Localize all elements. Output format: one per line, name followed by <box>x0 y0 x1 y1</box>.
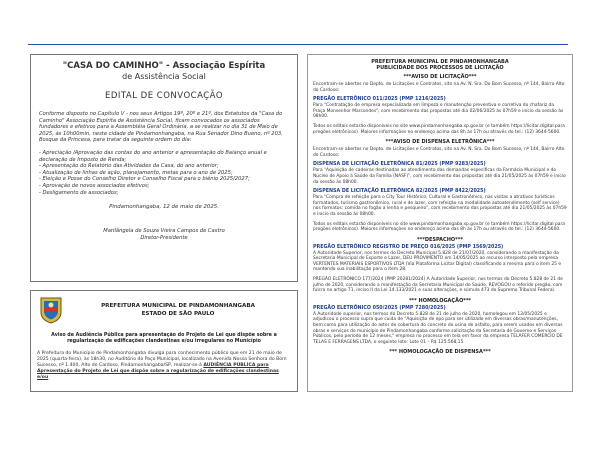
notice-org-line1: "CASA DO CAMINHO" - Associação Espírita <box>62 61 266 71</box>
section-despacho: ***DESPACHO*** <box>416 236 464 243</box>
agenda-item: - Atualização de linhas de ação, planejamento, metas para o ano de 2025; <box>39 169 233 176</box>
notice-body: Conforme disposto no Capítulo V - nos seus Artigos 19º, 20º e 21º, dos Estatutos da "Casa do Caminho" Associação Espírita de Assistência Social, ficam convocados os associados fundadores e efetivos para a Assembléia Geral Ordinária, a se realizar no dia 31 de Maio de 2025, às 10h00min, neste cidade de Pindamonhangaba, na Rua Senador Dino Bueno, nº 203, Bosque da Princesa, para tratar da seguinte ordem do dia: <box>39 111 283 144</box>
section-aviso-licitacao: ***AVISO DE LICITAÇÃO*** <box>403 74 477 80</box>
notice-org-line2: de Assistência Social <box>122 72 206 81</box>
pub-text: Todos os editais estarão disponíveis no site www.pindamonhangaba.sp.gov.br (e também https://licitar.digital para pregões eletrônicos). Maiores informações no endereço acima das 8h às 17h ou através do tel.: (12) 3644-5600. <box>313 221 565 233</box>
pub-heading: PREGÃO ELETRÔNICO REGISTRO DE PREÇO 016/2025 (PMP 1569/2025) <box>313 244 504 250</box>
left-column <box>30 54 298 392</box>
municipal-seal-icon <box>37 295 65 325</box>
pub-text: A Autoridade Superior, nos termos do Decreto Municipal 5.828 de 21/07/2020, considerando a manifestação da Secretaria Municipal de Esporte e Lazer, DEU PROVIMENTO em 14/05/2025 ao recurso interposto pela empresa VERTENTES MATERIAIS ESPORTIVOS LTDA (Via Plataforma Licitar Digital) classificando a mesma para o item 25 e mantendo sua inabilitação para o item 28. <box>313 250 562 273</box>
agenda-item: - Desligamento de associados; <box>39 189 119 196</box>
notice-signer-role: Diretor-Presidente <box>140 234 188 241</box>
pub-subtitle: PUBLICIDADE DOS PROCESSOS DE LICITAÇÃO <box>376 65 504 71</box>
pref-body-text: A Prefeitura do Município de Pindamonhangaba divulga para conhecimento público que em 21 de maio de 2025 (quarta-feira), às 18h30, no Auditório do Paço Municipal, localizado na Avenida Nossa Senhora do Bom Sucesso, nº 1.400, Alto do Cardoso, Pindamonhangaba/SP, realizar-se-á <box>37 351 287 369</box>
section-homologacao: *** HOMOLOGAÇÃO*** <box>408 297 472 304</box>
pub-text: Encontram-se abertos no Depto. de Licitações e Contratos, sito na Av. N. Sra. Do Bom Sucesso, nº 144, Bairro Alto do Cardoso: <box>313 147 565 158</box>
prefeitura-audiencia-notice <box>30 290 298 392</box>
pub-text: PREGÃO ELETRÔNICO 177/2024 (PMP 20281/2024) A Autoridade Superior, nos termos do Decreto 5.828 de 21 de julho de 2020, considerando a manifestação da Secretaria Municipal de Saúde, REVOGOU o referido pregão, com fulcro no artigo 71, inciso II da Lei 14.133/2021 e suas alterações, e súmula 473 do Supremo Tribunal Federal. <box>313 277 563 294</box>
notice-signer: Marilângela de Souza Vieira Campos de Castro <box>103 228 225 235</box>
agenda-item: - Eleição e Posse do Conselho Diretor e Conselho Fiscal para o biênio 2025/2027; <box>39 176 250 183</box>
pub-text: Para "Aquisição de cadeiras destinadas ao atendimento das demandas especificas da Farmácia Municipal e do Núcleo de Apoio à Saúde da Família (NASF)", com recebimento das propostas até dia 21/05/2025 às 07h59 e início da sessão às 08h00. <box>313 168 566 185</box>
pref-header <box>31 291 297 329</box>
pub-text: Para "Contratação de empresa especializada em limpeza e manutenção preventiva e corretiva do chafariz da Praça Monsenhor Marcondes", com recebimento das propostas até dia 02/06/2025 às 07h59 e início da sessão às 08h00. <box>313 103 564 120</box>
agenda-item: - Apresentação do Relatório das Atividades da Casa, do ano anterior; <box>39 163 219 170</box>
section-homologacao-dispensa: *** HOMOLOGAÇÃO DE DISPENSA*** <box>389 349 491 356</box>
pub-text: A Autoridade superior, nos termos do Decreto 5.828 de 21 de julho de 2020, homologou em 13/05/2025 e adjudicou o processo supra que cuida de "Aquisição de epo para ser utilizado em diversas obras/manutenções, bem como para utilização do aster de cobertura do concreto da usina de asfalto, para serem usados em diversas obras e serviços do município de Pindamonhangaba conforme solicitação da Secretaria de Governo e Serviços Públicos, pelo período de 12 meses," empresa no processo em tela em favor da empresa TELAFER COMERCIO DE TELAS E FERRAGENS LTDA, o seguinte lote: Lote 01 – R$ 125.568,15. <box>313 311 563 345</box>
pref-body-bold: AUDIÊNCIA PÚBLICA para Apresentação do Projeto de Lei que dispõe sobre a regularização de edificações clandestinas e/ou <box>37 363 279 381</box>
notice-title: EDITAL DE CONVOCAÇÃO <box>104 91 224 101</box>
pref-subtitle: Aviso de Audiência Pública para apresentação do Projeto de Lei que dispõe sobre a regularização de edificações clandestinas e/ou irregulares no Município <box>51 333 277 345</box>
pub-heading: DISPENSA DE LICITAÇÃO ELETRÔNICA 82/2025 (PMP 8422/2025) <box>313 189 486 195</box>
pref-title: PREFEITURA MUNICIPAL DE PINDAMONHANGABA <box>101 303 255 309</box>
pub-heading: PREGÃO ELETRÔNICO 011/2025 (PMP 1216/2025) <box>313 97 446 103</box>
section-dispensa: ***AVISO DE DISPENSA ELETRÔNICA*** <box>385 139 495 146</box>
notice-date: Pindamonhangaba, 12 de maio de 2025. <box>109 204 219 211</box>
convocation-notice <box>30 54 298 282</box>
notice-agenda <box>39 150 289 196</box>
pub-title: PREFEITURA MUNICIPAL DE PINDAMONHANGABA <box>371 59 509 65</box>
pub-text: Para "Compra de refeição para o City Tour Histórico, Cultural e Gastronômico, nas visitas a atrativos turísticos formatados, turismo gastronômico, rural e de lazer, com refeição na modalidade autoatendimento (self service) nos formatos: comida no fogão a lenha e pesqueiro", com recebimento das propostas até dia 21/05/2025 às 07h59 e início da sessão às 08h00. <box>313 195 567 217</box>
agenda-item: - Aprovação de novos associados efetivos; <box>39 182 150 189</box>
pub-text: Encontram-se abertos no Depto. de Licitações e Contratos, sito na Av. N. Sra. Do Bom Sucesso, nº 144, Bairro Alto do Cardoso: <box>313 82 565 93</box>
pub-text: Todos os editais estarão disponíveis no site www.pindamonhangaba.sp.gov.br (e também https://licitar.digital para pregões eletrônicos). Maiores informações no endereço acima das 8h às 17h ou através do tel.: (12) 3644-5600. <box>313 123 565 135</box>
pref-state: ESTADO DE SÃO PAULO <box>141 311 215 317</box>
top-rule <box>28 44 568 45</box>
pub-heading: DISPENSA DE LICITAÇÃO ELETRÔNICA 81/2025 (PMP 9283/2025) <box>313 162 486 168</box>
pub-heading: PREGÃO ELETRÔNICO 050/2025 (PMP 7280/2025) <box>313 305 446 311</box>
pref-body <box>31 351 297 381</box>
licitacao-publication <box>307 54 573 392</box>
agenda-item: - Apreciação /Aprovação das contas do ano anterior e apresentação do Balanço anual e declaração de Imposto de Renda; <box>39 149 267 163</box>
